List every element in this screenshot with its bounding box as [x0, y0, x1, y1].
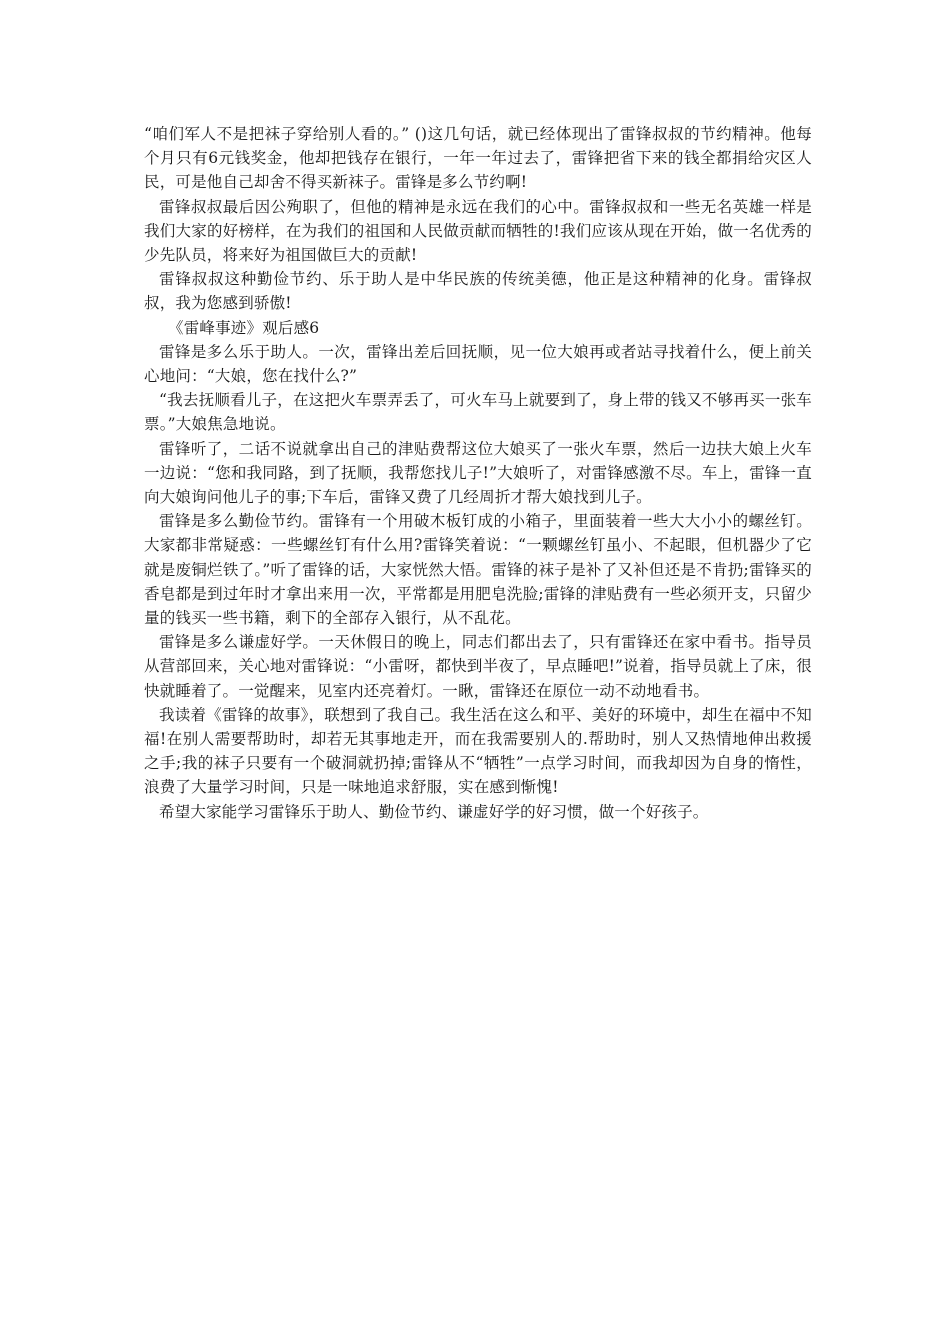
paragraph-2: 雷锋叔叔最后因公殉职了，但他的精神是永远在我们的心中。雷锋叔叔和一些无名英雄一样是我们大家的好榜样，在为我们的祖国和人民做贡献而牺牲的!我们应该从现在开始，做一名优秀的少先队员，将来好为祖国做巨大的贡献! [144, 197, 812, 265]
section-title: 《雷峰事迹》观后感6 [168, 318, 320, 337]
paragraph-7: 雷锋听了，二话不说就拿出自己的津贴费帮这位大娘买了一张火车票，然后一边扶大娘上火车一边说：“您和我同路，到了抚顺，我帮您找儿子!”大娘听了，对雷锋感激不尽。车上，雷锋一直向大娘询问他儿子的事;下车后，雷锋又费了几经周折才帮大娘找到儿子。 [144, 439, 812, 507]
paragraph-11: 希望大家能学习雷锋乐于助人、勤俭节约、谦虚好学的好习惯，做一个好孩子。 [159, 802, 709, 821]
paragraph-10: 我读着《雷锋的故事》，联想到了我自己。我生活在这么和平、美好的环境中，却生在福中不知福!在别人需要帮助时，却若无其事地走开，而在我需要别人的.帮助时，别人又热情地伸出救援之手;我的袜子只要有一个破洞就扔掉;雷锋从不“牺牲”一点学习时间，而我却因为自身的惰性，浪费了大量学习时间，只是一味地追求舒服，实在感到惭愧! [144, 705, 812, 797]
paragraph-6: “我去抚顺看儿子，在这把火车票弄丢了，可火车马上就要到了，身上带的钱又不够再买一张车票。”大娘焦急地说。 [144, 391, 812, 434]
paragraph-8: 雷锋是多么勤俭节约。雷锋有一个用破木板钉成的小箱子，里面装着一些大大小小的螺丝钉。大家都非常疑惑：一些螺丝钉有什么用?雷锋笑着说：“一颗螺丝钉虽小、不起眼，但机器少了它就是废铜烂铁了。”听了雷锋的话，大家恍然大悟。雷锋的袜子是补了又补但还是不肯扔;雷锋买的香皂都是到过年时才拿出来用一次，平常都是用肥皂洗脸;雷锋的津贴费有一些必须开支，只留少量的钱买一些书籍，剩下的全部存入银行，从不乱花。 [144, 512, 812, 628]
paragraph-1: “咱们军人不是把袜子穿给别人看的。” ()这几句话，就已经体现出了雷锋叔叔的节约精神。他每个月只有6元钱奖金，他却把钱存在银行，一年一年过去了，雷锋把省下来的钱全都捐给灾区人民，可是他自己却舍不得买新袜子。雷锋是多么节约啊! [144, 125, 812, 192]
paragraph-3: 雷锋叔叔这种勤俭节约、乐于助人是中华民族的传统美德，他正是这种精神的化身。雷锋叔叔，我为您感到骄傲! [144, 270, 812, 313]
paragraph-9: 雷锋是多么谦虚好学。一天休假日的晚上，同志们都出去了，只有雷锋还在家中看书。指导员从营部回来，关心地对雷锋说：“小雷呀，都快到半夜了，早点睡吧!”说着，指导员就上了床，很快就睡着了。一觉醒来，见室内还亮着灯。一瞅，雷锋还在原位一动不动地看书。 [144, 633, 812, 700]
document-body [144, 122, 812, 824]
paragraph-5: 雷锋是多么乐于助人。一次，雷锋出差后回抚顺，见一位大娘再或者站寻找着什么，便上前关心地问：“大娘，您在找什么?” [144, 342, 812, 386]
